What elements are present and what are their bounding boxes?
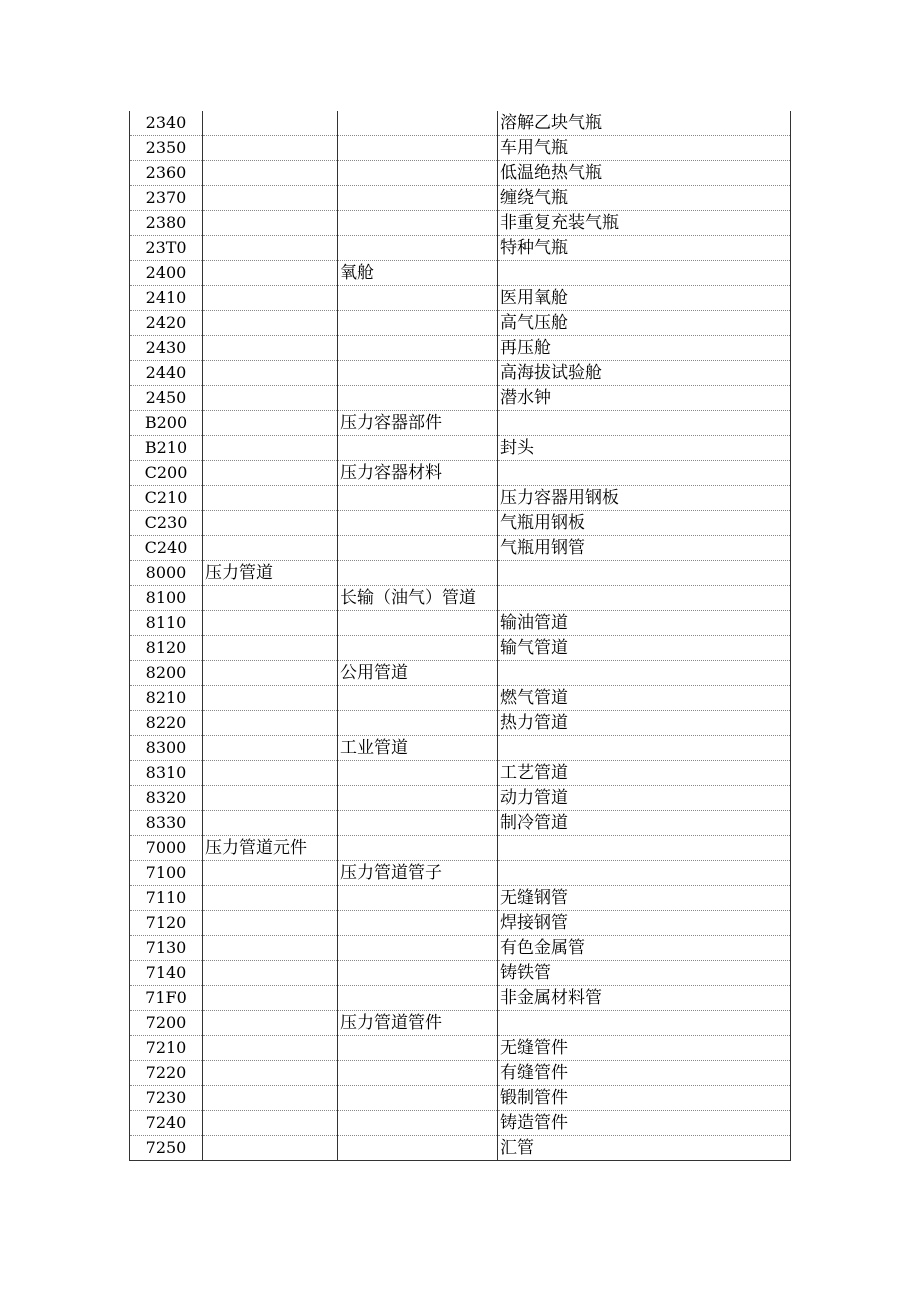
variety-cell (498, 461, 791, 486)
table-row (130, 1036, 791, 1061)
type-cell (338, 386, 498, 411)
code-cell: C230 (130, 511, 203, 536)
type-cell (338, 1036, 498, 1061)
table-row (130, 111, 791, 136)
category-cell (203, 786, 338, 811)
code-cell: 8000 (130, 561, 203, 586)
code-cell: 8110 (130, 611, 203, 636)
table-row (130, 361, 791, 386)
table-row (130, 261, 791, 286)
category-cell (203, 111, 338, 136)
table-row (130, 411, 791, 436)
table-row (130, 386, 791, 411)
type-cell (338, 536, 498, 561)
variety-cell: 热力管道 (498, 711, 791, 736)
table-row (130, 461, 791, 486)
code-cell: 7120 (130, 911, 203, 936)
code-cell: 2360 (130, 161, 203, 186)
category-cell (203, 686, 338, 711)
category-cell (203, 436, 338, 461)
variety-cell: 气瓶用钢管 (498, 536, 791, 561)
variety-cell: 溶解乙块气瓶 (498, 111, 791, 136)
code-cell: 7240 (130, 1111, 203, 1136)
variety-cell: 压力容器用钢板 (498, 486, 791, 511)
category-cell (203, 261, 338, 286)
type-cell (338, 511, 498, 536)
type-cell: 工业管道 (338, 736, 498, 761)
variety-cell: 无缝管件 (498, 1036, 791, 1061)
variety-cell (498, 661, 791, 686)
variety-cell: 缠绕气瓶 (498, 186, 791, 211)
type-cell (338, 1061, 498, 1086)
category-cell (203, 1086, 338, 1111)
table-row (130, 1136, 791, 1161)
category-cell (203, 1061, 338, 1086)
type-cell (338, 111, 498, 136)
variety-cell (498, 261, 791, 286)
type-cell (338, 236, 498, 261)
table-row (130, 586, 791, 611)
category-cell (203, 336, 338, 361)
category-cell (203, 911, 338, 936)
table-row (130, 736, 791, 761)
category-cell (203, 936, 338, 961)
variety-cell: 输油管道 (498, 611, 791, 636)
type-cell (338, 1111, 498, 1136)
category-cell (203, 736, 338, 761)
type-cell: 长输（油气）管道 (338, 586, 498, 611)
table-row (130, 986, 791, 1011)
table-row (130, 1011, 791, 1036)
table-row (130, 436, 791, 461)
table-row (130, 136, 791, 161)
type-cell: 压力容器部件 (338, 411, 498, 436)
category-cell (203, 636, 338, 661)
type-cell (338, 336, 498, 361)
variety-cell (498, 1011, 791, 1036)
table-row (130, 336, 791, 361)
category-cell (203, 461, 338, 486)
table-row (130, 236, 791, 261)
type-cell (338, 186, 498, 211)
code-cell: 2440 (130, 361, 203, 386)
code-cell: 2400 (130, 261, 203, 286)
variety-cell: 非金属材料管 (498, 986, 791, 1011)
table-row (130, 561, 791, 586)
type-cell (338, 936, 498, 961)
table-row (130, 786, 791, 811)
type-cell: 压力管道管件 (338, 1011, 498, 1036)
table-row (130, 686, 791, 711)
table-row (130, 1061, 791, 1086)
variety-cell: 无缝钢管 (498, 886, 791, 911)
table-row (130, 811, 791, 836)
category-cell (203, 286, 338, 311)
category-cell (203, 586, 338, 611)
code-cell: 8300 (130, 736, 203, 761)
category-cell (203, 486, 338, 511)
table-row (130, 636, 791, 661)
category-cell (203, 1036, 338, 1061)
code-cell: 7230 (130, 1086, 203, 1111)
code-cell: C210 (130, 486, 203, 511)
code-cell: 7130 (130, 936, 203, 961)
category-cell (203, 511, 338, 536)
code-cell: 7200 (130, 1011, 203, 1036)
category-cell (203, 386, 338, 411)
variety-cell: 汇管 (498, 1136, 791, 1161)
code-cell: B200 (130, 411, 203, 436)
category-cell (203, 711, 338, 736)
code-cell: 8320 (130, 786, 203, 811)
table-row (130, 936, 791, 961)
variety-cell: 再压舱 (498, 336, 791, 361)
variety-cell: 制冷管道 (498, 811, 791, 836)
table-row (130, 961, 791, 986)
table-row (130, 861, 791, 886)
type-cell (338, 1136, 498, 1161)
code-cell: 2430 (130, 336, 203, 361)
type-cell (338, 136, 498, 161)
type-cell (338, 436, 498, 461)
code-cell: 7110 (130, 886, 203, 911)
code-cell: 8120 (130, 636, 203, 661)
code-cell: 2420 (130, 311, 203, 336)
type-cell (338, 361, 498, 386)
table-row (130, 1086, 791, 1111)
category-cell (203, 886, 338, 911)
code-cell: 2410 (130, 286, 203, 311)
table-row (130, 1111, 791, 1136)
type-cell (338, 311, 498, 336)
type-cell: 压力管道管子 (338, 861, 498, 886)
variety-cell: 特种气瓶 (498, 236, 791, 261)
code-cell: 2450 (130, 386, 203, 411)
variety-cell (498, 836, 791, 861)
type-cell (338, 486, 498, 511)
category-cell: 压力管道 (203, 561, 338, 586)
variety-cell: 有色金属管 (498, 936, 791, 961)
table-row (130, 286, 791, 311)
code-cell: 8210 (130, 686, 203, 711)
table-row (130, 836, 791, 861)
variety-cell: 焊接钢管 (498, 911, 791, 936)
code-cell: 2350 (130, 136, 203, 161)
variety-cell: 输气管道 (498, 636, 791, 661)
type-cell (338, 811, 498, 836)
code-cell: 8310 (130, 761, 203, 786)
code-cell: 2380 (130, 211, 203, 236)
table-row (130, 611, 791, 636)
code-cell: 7000 (130, 836, 203, 861)
category-cell (203, 311, 338, 336)
type-cell (338, 636, 498, 661)
category-cell (203, 1136, 338, 1161)
category-cell (203, 211, 338, 236)
code-cell: 2370 (130, 186, 203, 211)
table-row (130, 511, 791, 536)
code-cell: C200 (130, 461, 203, 486)
category-cell (203, 611, 338, 636)
code-cell: 7210 (130, 1036, 203, 1061)
type-cell (338, 761, 498, 786)
variety-cell: 气瓶用钢板 (498, 511, 791, 536)
type-cell (338, 911, 498, 936)
category-cell (203, 1011, 338, 1036)
category-cell (203, 186, 338, 211)
category-cell (203, 986, 338, 1011)
category-cell (203, 411, 338, 436)
type-cell (338, 561, 498, 586)
type-cell (338, 986, 498, 1011)
category-cell (203, 361, 338, 386)
variety-cell: 高气压舱 (498, 311, 791, 336)
variety-cell: 车用气瓶 (498, 136, 791, 161)
variety-cell (498, 586, 791, 611)
code-cell: 8220 (130, 711, 203, 736)
code-cell: 7220 (130, 1061, 203, 1086)
variety-cell: 封头 (498, 436, 791, 461)
type-cell (338, 961, 498, 986)
variety-cell: 工艺管道 (498, 761, 791, 786)
variety-cell (498, 736, 791, 761)
table-body (130, 111, 791, 1161)
category-cell (203, 761, 338, 786)
variety-cell: 低温绝热气瓶 (498, 161, 791, 186)
variety-cell (498, 861, 791, 886)
variety-cell: 燃气管道 (498, 686, 791, 711)
code-cell: 8330 (130, 811, 203, 836)
variety-cell: 潜水钟 (498, 386, 791, 411)
code-cell: 2340 (130, 111, 203, 136)
variety-cell: 铸造管件 (498, 1111, 791, 1136)
table-row (130, 186, 791, 211)
table-row (130, 486, 791, 511)
table-row (130, 711, 791, 736)
category-cell (203, 136, 338, 161)
table-row (130, 311, 791, 336)
type-cell (338, 611, 498, 636)
category-cell: 压力管道元件 (203, 836, 338, 861)
code-cell: 7250 (130, 1136, 203, 1161)
code-cell: 71F0 (130, 986, 203, 1011)
code-cell: 8200 (130, 661, 203, 686)
category-cell (203, 236, 338, 261)
variety-cell: 非重复充装气瓶 (498, 211, 791, 236)
code-cell: B210 (130, 436, 203, 461)
category-cell (203, 961, 338, 986)
variety-cell (498, 411, 791, 436)
type-cell (338, 686, 498, 711)
table-row (130, 761, 791, 786)
variety-cell: 锻制管件 (498, 1086, 791, 1111)
code-cell: 7140 (130, 961, 203, 986)
category-cell (203, 161, 338, 186)
category-cell (203, 1111, 338, 1136)
table-row (130, 211, 791, 236)
code-cell: 7100 (130, 861, 203, 886)
code-cell: 8100 (130, 586, 203, 611)
type-cell (338, 211, 498, 236)
variety-cell: 动力管道 (498, 786, 791, 811)
table-row (130, 886, 791, 911)
code-cell: 23T0 (130, 236, 203, 261)
variety-cell: 有缝管件 (498, 1061, 791, 1086)
table-row (130, 661, 791, 686)
equipment-code-table (129, 111, 791, 1161)
type-cell (338, 711, 498, 736)
type-cell (338, 286, 498, 311)
type-cell: 压力容器材料 (338, 461, 498, 486)
variety-cell: 医用氧舱 (498, 286, 791, 311)
type-cell: 公用管道 (338, 661, 498, 686)
category-cell (203, 536, 338, 561)
category-cell (203, 811, 338, 836)
type-cell (338, 786, 498, 811)
variety-cell: 高海拔试验舱 (498, 361, 791, 386)
table-row (130, 161, 791, 186)
variety-cell (498, 561, 791, 586)
type-cell (338, 161, 498, 186)
type-cell (338, 836, 498, 861)
table-row (130, 911, 791, 936)
variety-cell: 铸铁管 (498, 961, 791, 986)
category-cell (203, 661, 338, 686)
category-cell (203, 861, 338, 886)
type-cell: 氧舱 (338, 261, 498, 286)
code-cell: C240 (130, 536, 203, 561)
type-cell (338, 1086, 498, 1111)
table-row (130, 536, 791, 561)
type-cell (338, 886, 498, 911)
